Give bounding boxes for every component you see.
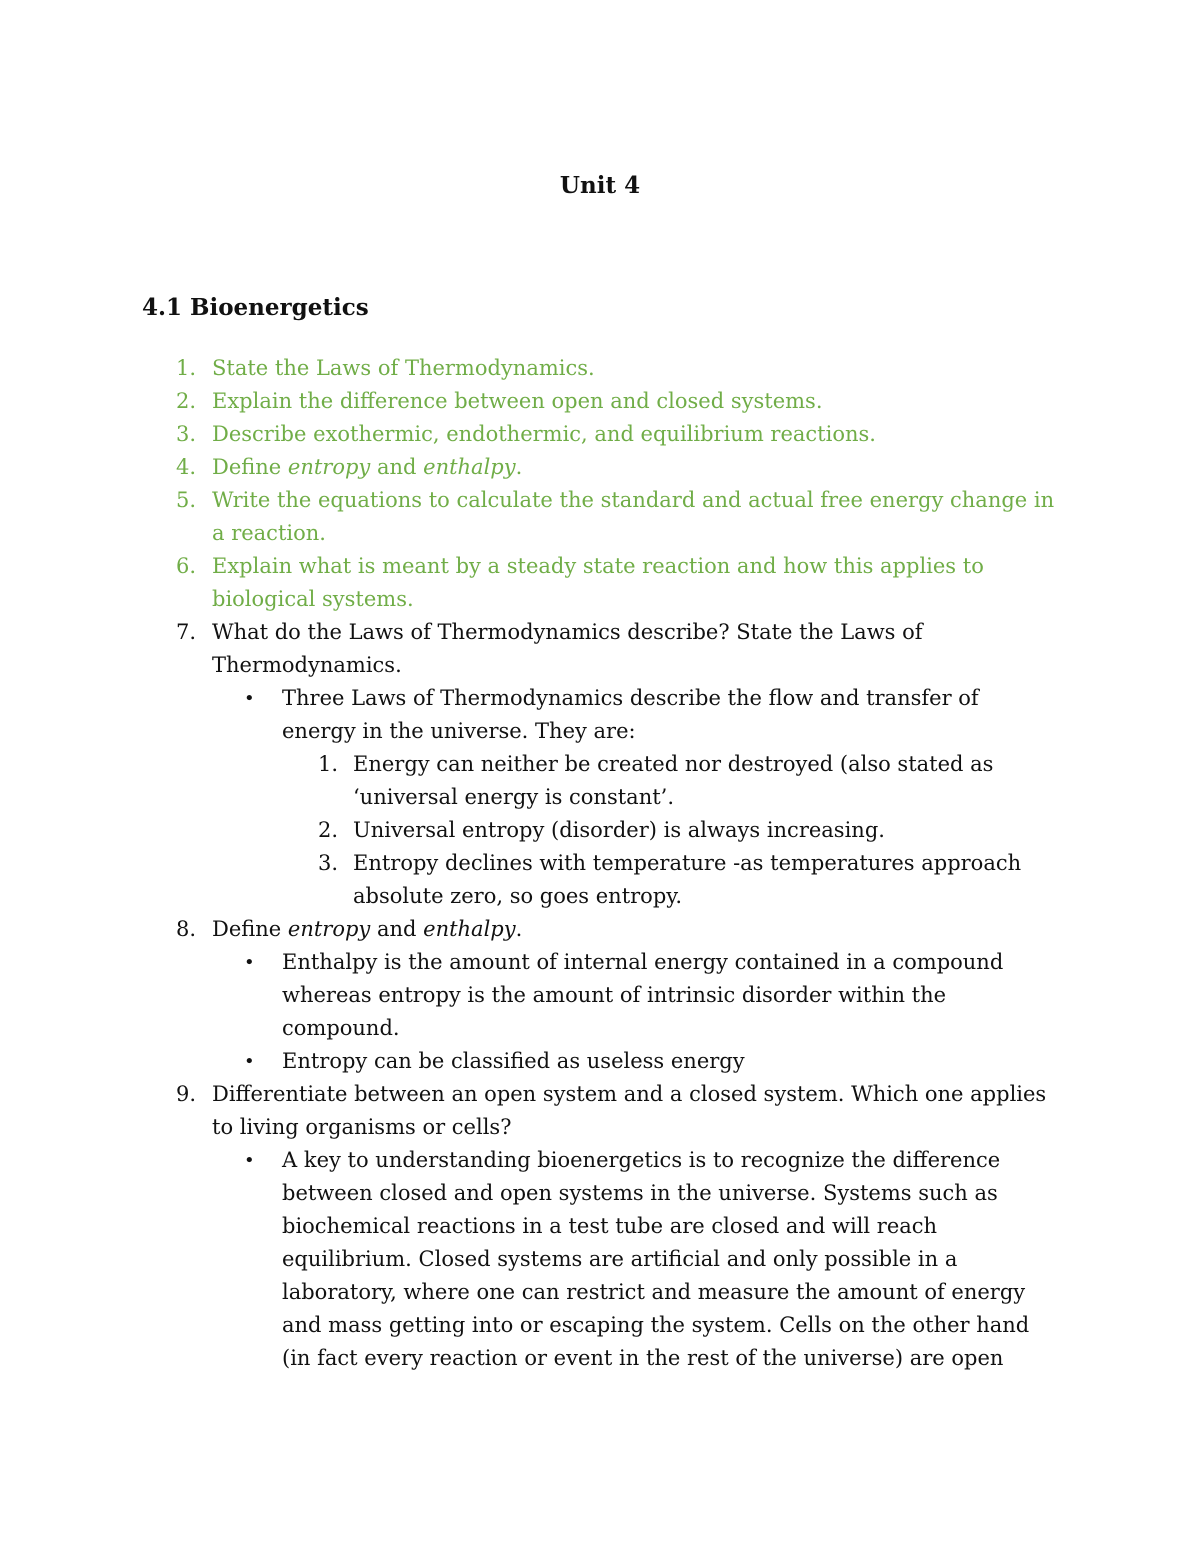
objective-item: [0, 352, 1062, 385]
section-heading: 4.1 Bioenergetics: [142, 294, 369, 321]
answer-bullet: [0, 682, 1042, 748]
objective-item: [0, 385, 1062, 418]
law-text: Universal entropy (disorder) is always increasing.: [353, 818, 885, 842]
objective-item: [0, 451, 1062, 484]
question-item: [0, 616, 1062, 682]
list-number: 3.: [176, 422, 197, 446]
objective-text-pre: Define: [212, 455, 288, 479]
question-item: [0, 913, 1062, 946]
question-text-post: .: [515, 917, 523, 941]
answer-text: Entropy can be classified as useless energy: [282, 1049, 745, 1073]
law-item: [0, 748, 1043, 814]
bullet-icon: •: [244, 1150, 255, 1171]
list-number: 9.: [176, 1082, 197, 1106]
bullet-icon: •: [244, 1051, 255, 1072]
bullet-icon: •: [244, 688, 255, 709]
objective-text: Write the equations to calculate the standard and actual free energy change in a reaction.: [212, 488, 1055, 545]
list-number: 1.: [318, 752, 339, 776]
objective-text-post: .: [515, 455, 523, 479]
bullet-icon: •: [244, 952, 255, 973]
law-text: Energy can neither be created nor destroyed (also stated as ‘universal energy is constant’.: [353, 752, 994, 809]
objective-text: State the Laws of Thermodynamics.: [212, 356, 595, 380]
term-entropy: entropy: [287, 455, 371, 479]
list-number: 3.: [318, 851, 339, 875]
answer-text: A key to understanding bioenergetics is to recognize the difference between closed and open systems in the universe. Systems such as biochemical reactions in a test tube are closed and will reach equilibrium. Closed systems are artificial and only possible in a laboratory, where one can restrict and measure the amount of energy and mass getting into or escaping the system. Cells on the other hand (in fact every reaction or event in the rest of the universe) are open: [282, 1148, 1030, 1370]
answer-bullet: [0, 1045, 1042, 1078]
question-text-mid: and: [370, 917, 424, 941]
objective-item: [0, 550, 1062, 616]
answer-text: Enthalpy is the amount of internal energy contained in a compound whereas entropy is the amount of intrinsic disorder within the compound.: [282, 950, 1004, 1040]
answer-text: Three Laws of Thermodynamics describe the flow and transfer of energy in the universe. They are:: [282, 686, 979, 743]
law-item: [0, 847, 1043, 913]
objective-item: [0, 484, 1062, 550]
list-number: 2.: [318, 818, 339, 842]
page-title: Unit 4: [559, 172, 641, 199]
list-number: 7.: [176, 620, 197, 644]
list-number: 8.: [176, 917, 197, 941]
term-enthalpy: enthalpy: [423, 455, 516, 479]
answer-bullet: [0, 946, 1042, 1045]
question-text-pre: Define: [212, 917, 288, 941]
term-enthalpy: enthalpy: [423, 917, 516, 941]
objective-text: Explain the difference between open and closed systems.: [212, 389, 823, 413]
list-number: 2.: [176, 389, 197, 413]
question-text: What do the Laws of Thermodynamics describe? State the Laws of Thermodynamics.: [212, 620, 923, 677]
law-text: Entropy declines with temperature -as temperatures approach absolute zero, so goes entropy.: [353, 851, 1022, 908]
term-entropy: entropy: [287, 917, 371, 941]
list-number: 6.: [176, 554, 197, 578]
question-item: [0, 1078, 1062, 1144]
list-number: 4.: [176, 455, 197, 479]
list-number: 5.: [176, 488, 197, 512]
law-item: [0, 814, 1043, 847]
objective-text-mid: and: [370, 455, 424, 479]
document-body: [0, 352, 1200, 1375]
list-number: 1.: [176, 356, 197, 380]
objective-text: Explain what is meant by a steady state reaction and how this applies to biological systems.: [212, 554, 984, 611]
objective-text: Describe exothermic, endothermic, and equilibrium reactions.: [212, 422, 876, 446]
objective-item: [0, 418, 1062, 451]
answer-bullet: [0, 1144, 1042, 1375]
question-text: Differentiate between an open system and a closed system. Which one applies to living organisms or cells?: [212, 1082, 1047, 1139]
